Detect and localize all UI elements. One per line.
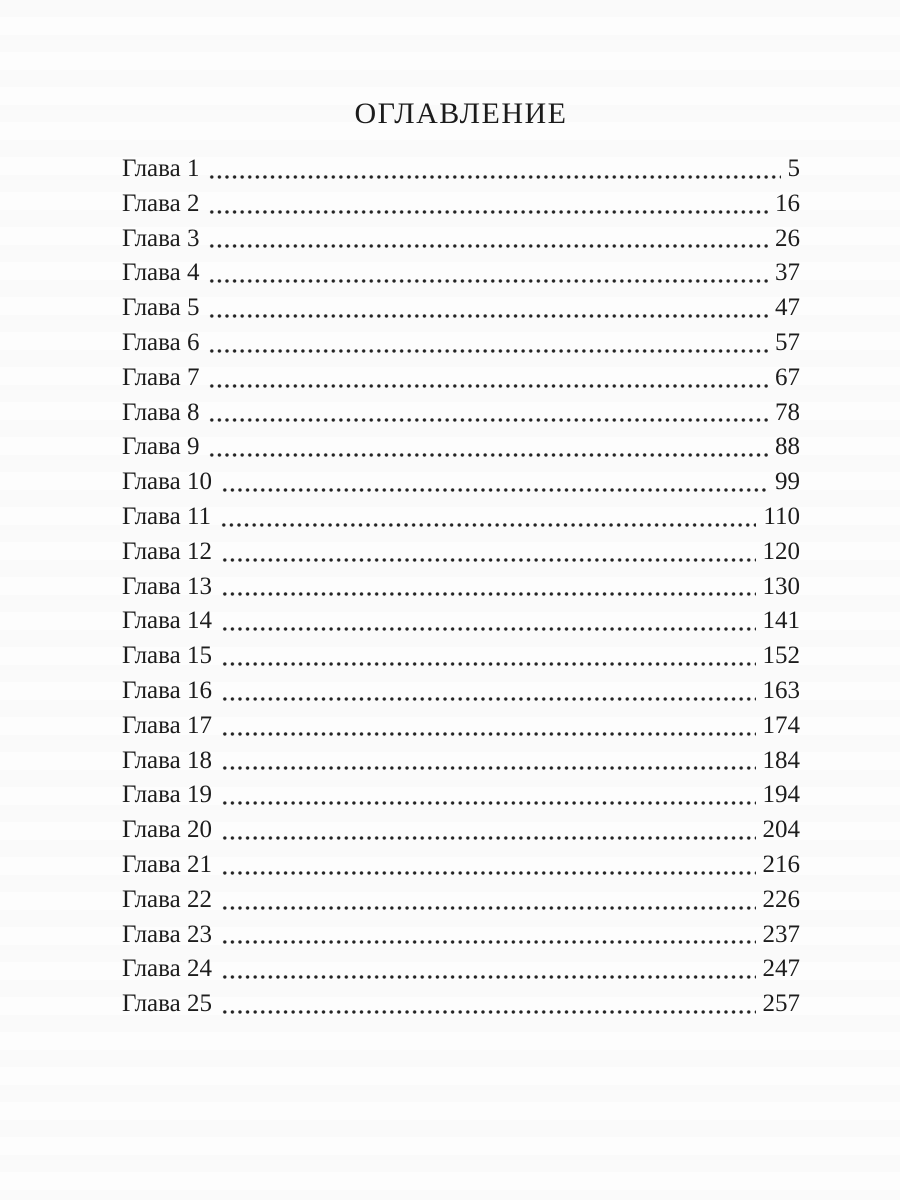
- dot-leader: [221, 918, 756, 953]
- dot-leader: [208, 187, 768, 222]
- chapter-label: Глава 9: [122, 433, 200, 461]
- chapter-label: Глава 15: [122, 642, 212, 670]
- chapter-label: Глава 1: [122, 155, 200, 182]
- chapter-label: Глава 23: [122, 920, 212, 948]
- toc-entry: [122, 256, 800, 291]
- chapter-label: Глава 5: [122, 294, 200, 322]
- chapter-label: Глава 8: [122, 398, 200, 426]
- dot-leader: [221, 813, 756, 848]
- dot-leader: [208, 256, 768, 291]
- chapter-label: Глава 13: [122, 572, 212, 600]
- toc-entry: [122, 709, 800, 744]
- dot-leader: [208, 291, 768, 326]
- page-number: 57: [775, 328, 800, 356]
- toc-entry: [122, 361, 800, 396]
- page-number: 141: [762, 607, 800, 635]
- toc-entry: [122, 187, 800, 222]
- page-number: 5: [787, 155, 800, 182]
- chapter-label: Глава 12: [122, 537, 212, 565]
- page-number: 130: [762, 572, 800, 600]
- toc-list: [122, 152, 800, 1022]
- toc-entry: [122, 500, 800, 535]
- dot-leader: [221, 848, 756, 883]
- page-number: 67: [775, 363, 800, 391]
- dot-leader: [221, 952, 756, 987]
- page-number: 120: [762, 537, 800, 565]
- chapter-label: Глава 22: [122, 885, 212, 913]
- toc-entry: [122, 430, 800, 465]
- page-number: 47: [775, 294, 800, 322]
- dot-leader: [221, 987, 756, 1022]
- chapter-label: Глава 14: [122, 607, 212, 635]
- page-number: 204: [762, 816, 800, 844]
- page-number: 152: [762, 642, 800, 670]
- dot-leader: [221, 674, 756, 709]
- chapter-label: Глава 19: [122, 781, 212, 809]
- page-number: 216: [762, 850, 800, 878]
- dot-leader: [208, 326, 768, 361]
- dot-leader: [221, 535, 756, 570]
- dot-leader: [221, 709, 756, 744]
- chapter-label: Глава 7: [122, 363, 200, 391]
- chapter-label: Глава 3: [122, 224, 200, 252]
- page-number: 26: [775, 224, 800, 252]
- dot-leader: [221, 604, 756, 639]
- chapter-label: Глава 10: [122, 468, 212, 496]
- chapter-label: Глава 17: [122, 711, 212, 739]
- toc-entry: [122, 952, 800, 987]
- dot-leader: [208, 222, 768, 257]
- toc-entry: [122, 813, 800, 848]
- toc-entry: [122, 291, 800, 326]
- toc-entry: [122, 570, 800, 605]
- dot-leader: [208, 396, 768, 431]
- chapter-label: Глава 21: [122, 850, 212, 878]
- dot-leader: [208, 152, 780, 187]
- page-number: 226: [762, 885, 800, 913]
- toc-entry: [122, 778, 800, 813]
- dot-leader: [220, 500, 756, 535]
- page-number: 16: [775, 189, 800, 217]
- toc-entry: [122, 744, 800, 779]
- chapter-label: Глава 2: [122, 189, 200, 217]
- chapter-label: Глава 6: [122, 328, 200, 356]
- dot-leader: [221, 465, 768, 500]
- toc-entry: [122, 465, 800, 500]
- page-number: 99: [775, 468, 800, 496]
- chapter-label: Глава 20: [122, 816, 212, 844]
- dot-leader: [221, 883, 756, 918]
- chapter-label: Глава 16: [122, 676, 212, 704]
- toc-entry: [122, 639, 800, 674]
- page-number: 194: [762, 781, 800, 809]
- dot-leader: [221, 639, 756, 674]
- chapter-label: Глава 24: [122, 955, 212, 983]
- toc-entry: [122, 396, 800, 431]
- page-number: 78: [775, 398, 800, 426]
- page-number: 174: [762, 711, 800, 739]
- toc-entry: [122, 883, 800, 918]
- toc-entry: [122, 222, 800, 257]
- toc-entry: [122, 918, 800, 953]
- chapter-label: Глава 4: [122, 259, 200, 287]
- page-number: 257: [762, 990, 800, 1018]
- chapter-label: Глава 11: [122, 502, 212, 530]
- page-number: 247: [762, 955, 800, 983]
- toc-entry: [122, 674, 800, 709]
- toc-entry: [122, 987, 800, 1022]
- page-number: 163: [762, 676, 800, 704]
- toc-entry: [122, 848, 800, 883]
- toc-entry: [122, 326, 800, 361]
- dot-leader: [221, 778, 756, 813]
- dot-leader: [208, 430, 768, 465]
- toc-entry: [122, 152, 800, 187]
- dot-leader: [221, 744, 756, 779]
- toc-title: ОГЛАВЛЕНИЕ: [354, 97, 568, 130]
- page-number: 37: [775, 259, 800, 287]
- page-number: 88: [775, 433, 800, 461]
- page-number: 110: [763, 502, 800, 530]
- dot-leader: [208, 361, 768, 396]
- chapter-label: Глава 18: [122, 746, 212, 774]
- chapter-label: Глава 25: [122, 990, 212, 1018]
- page-number: 184: [762, 746, 800, 774]
- dot-leader: [221, 570, 756, 605]
- toc-entry: [122, 535, 800, 570]
- toc-entry: [122, 604, 800, 639]
- page-number: 237: [762, 920, 800, 948]
